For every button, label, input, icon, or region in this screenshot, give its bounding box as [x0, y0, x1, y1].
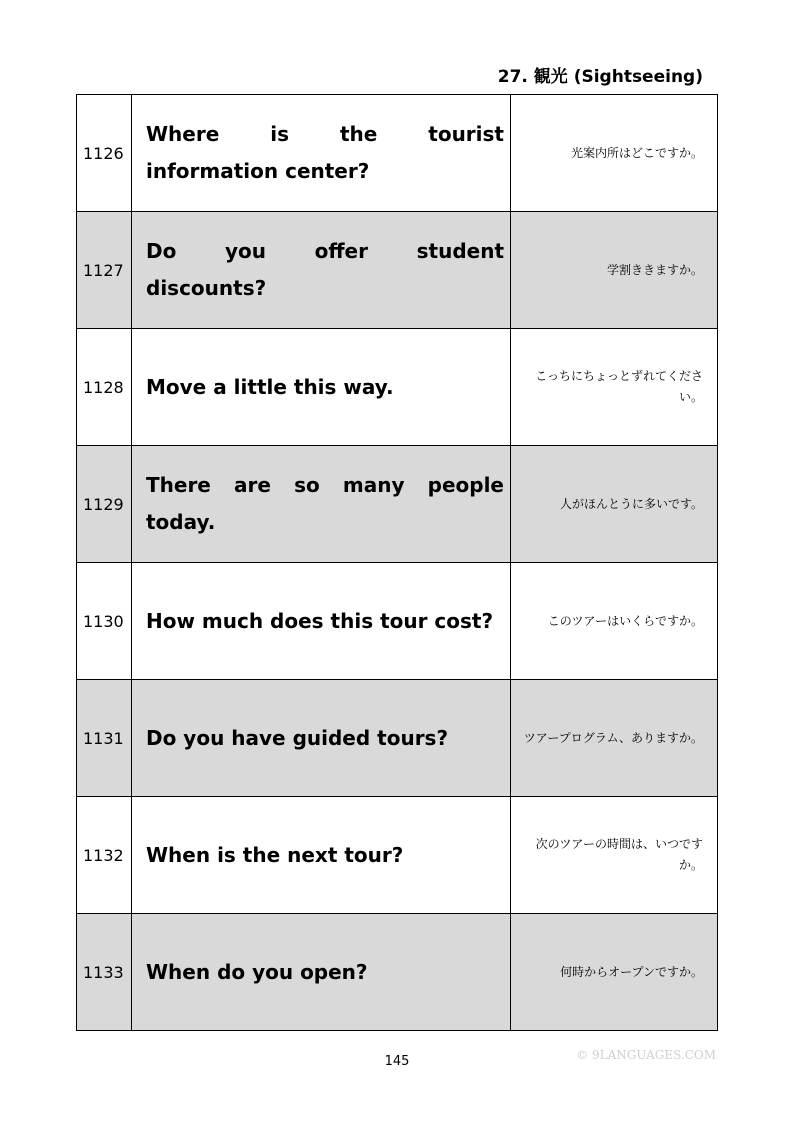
phrase-table: [76, 94, 718, 1031]
phrase-number: 1127: [77, 212, 132, 329]
english-phrase: Where is the tourist information center?: [132, 95, 511, 212]
english-phrase: When do you open?: [132, 914, 511, 1031]
table-row: [77, 446, 718, 563]
japanese-phrase: 光案内所はどこですか。: [511, 95, 718, 212]
page-number: 145: [384, 1054, 410, 1069]
phrase-number: 1133: [77, 914, 132, 1031]
english-phrase: Do you have guided tours?: [132, 680, 511, 797]
table-row: [77, 212, 718, 329]
table-row: [77, 95, 718, 212]
section-title: 27. 観光 (Sightseeing): [497, 67, 703, 87]
japanese-phrase: 何時からオープンですか。: [511, 914, 718, 1031]
japanese-phrase: 人がほんとうに多いです。: [511, 446, 718, 563]
phrase-number: 1130: [77, 563, 132, 680]
phrase-number: 1129: [77, 446, 132, 563]
english-phrase: Do you offer student discounts?: [132, 212, 511, 329]
japanese-phrase: このツアーはいくらですか。: [511, 563, 718, 680]
table-row: [77, 329, 718, 446]
copyright-watermark: © 9LANGUAGES.COM: [576, 1048, 716, 1062]
table-row: [77, 797, 718, 914]
english-phrase: When is the next tour?: [132, 797, 511, 914]
japanese-phrase: こっちにちょっとずれてください。: [511, 329, 718, 446]
phrase-number: 1132: [77, 797, 132, 914]
table-row: [77, 563, 718, 680]
japanese-phrase: 次のツアーの時間は、いつですか。: [511, 797, 718, 914]
phrase-number: 1131: [77, 680, 132, 797]
japanese-phrase: ツアープログラム、ありますか。: [511, 680, 718, 797]
phrase-number: 1128: [77, 329, 132, 446]
table-row: [77, 914, 718, 1031]
phrase-number: 1126: [77, 95, 132, 212]
table-row: [77, 680, 718, 797]
japanese-phrase: 学割ききますか。: [511, 212, 718, 329]
english-phrase: There are so many people today.: [132, 446, 511, 563]
english-phrase: Move a little this way.: [132, 329, 511, 446]
english-phrase: How much does this tour cost?: [132, 563, 511, 680]
